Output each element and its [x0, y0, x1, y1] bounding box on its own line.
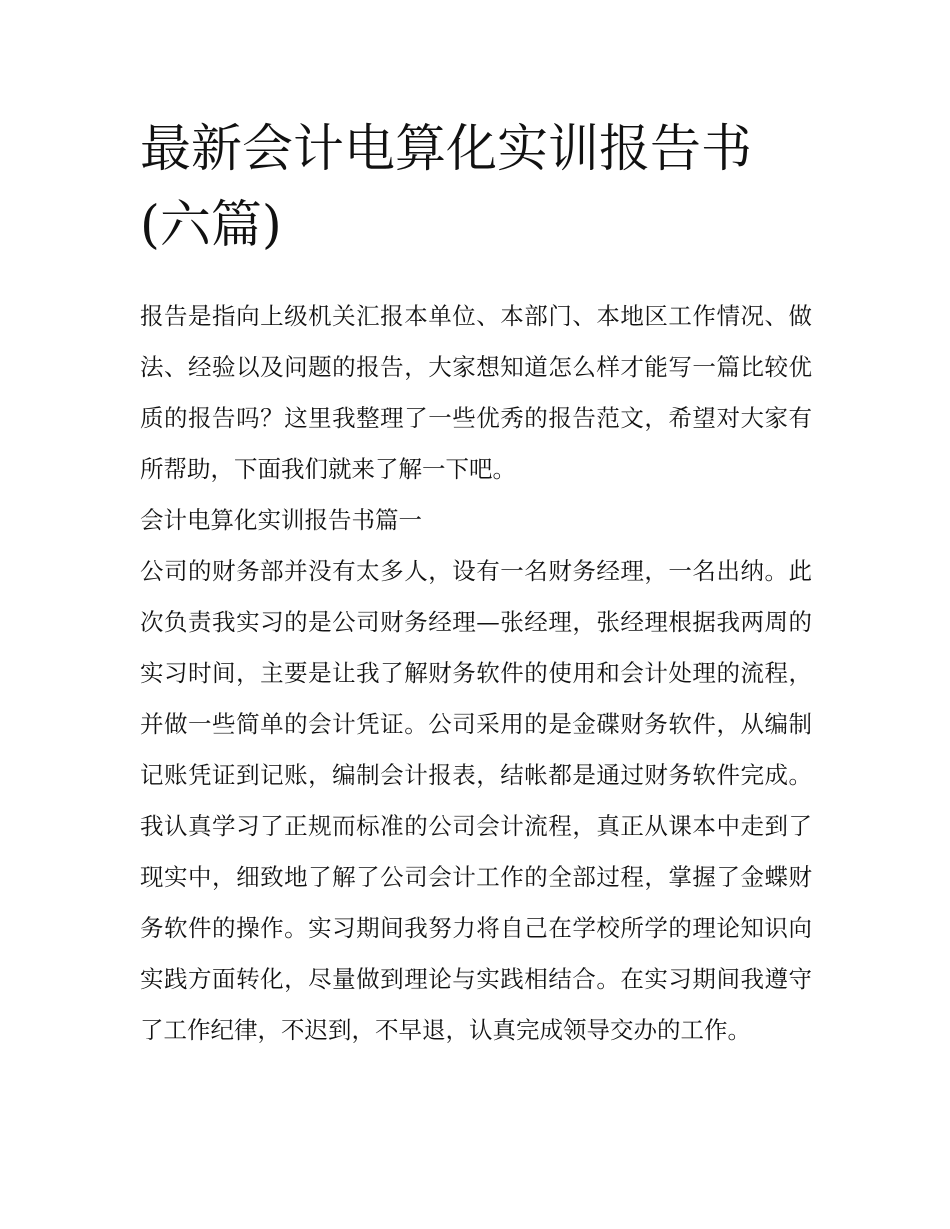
body-paragraph: 公司的财务部并没有太多人，设有一名财务经理，一名出纳。此次负责我实习的是公司财务经理—张经理，张经理根据我两周的实习时间，主要是让我了解财务软件的使用和会计处理的流程，并做一些简单的会计凭证。公司采用的是金碟财务软件，从编制记账凭证到记账，编制会计报表，结帐都是通过财务软件完成。我认真学习了正规而标准的公司会计流程，真正从课本中走到了现实中，细致地了解了公司会计工作的全部过程，掌握了金蝶财务软件的操作。实习期间我努力将自己在学校所学的理论知识向实践方面转化，尽量做到理论与实践相结合。在实习期间我遵守了工作纪律，不迟到，不早退，认真完成领导交办的工作。	[140, 557, 812, 1044]
document-content	[140, 112, 812, 1056]
intro-paragraph: 报告是指向上级机关汇报本单位、本部门、本地区工作情况、做法、经验以及问题的报告，大家想知道怎么样才能写一篇比较优质的报告吗？这里我整理了一些优秀的报告范文，希望对大家有所帮助，下面我们就来了解一下吧。	[140, 302, 812, 483]
document-title: 最新会计电算化实训报告书(六篇)	[140, 120, 753, 255]
section-heading: 会计电算化实训报告书篇一	[140, 506, 422, 534]
